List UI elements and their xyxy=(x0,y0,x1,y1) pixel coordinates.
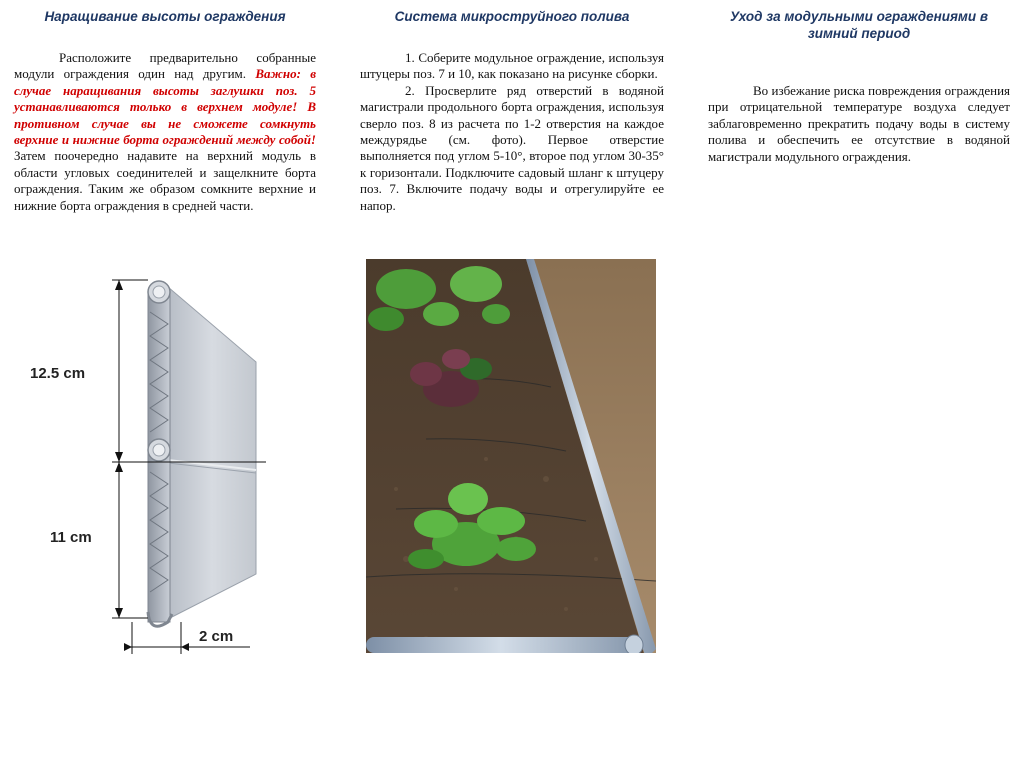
section-title-winter-care: Уход за модульными ограждениями в зимний период xyxy=(729,9,989,41)
profile-drawing xyxy=(16,262,316,667)
dimension-label-width: 2 cm xyxy=(199,628,234,645)
dimension-label-top: 12.5 cm xyxy=(30,365,86,382)
winter-care-text: Во избежание риска повреждения ограждения при отрицательной температуре воздуха следует заблаговременно прекратить подачу воды в систему полива и обеспечить ее отсутствие в водяной магистрали модульного ограждения. xyxy=(708,83,1010,164)
section-title-height-extension: Наращивание высоты ограждения xyxy=(44,9,286,24)
column-height-extension xyxy=(14,0,316,214)
section-title-micro-irrigation: Система микроструйного полива xyxy=(394,9,630,24)
column-micro-irrigation xyxy=(360,0,664,214)
irrigation-step-2: 2. Просверлите ряд отверстий в водяной магистрали продольного борта ограждения, используя сверло поз. 8 из расчета по 1-2 отверстия на каждое междурядье (см. фото). Первое отверстие выполняется под углом 5-10°, второе под углом 30-35° к горизонтали. Подключите садовый шланг к штуцеру поз. 7. Включите подачу воды и отрегулируйте ее напор. xyxy=(360,82,664,213)
garden-bed-photo xyxy=(366,259,656,667)
garden-bed-illustration xyxy=(366,259,656,667)
dimension-label-bottom: 11 cm xyxy=(50,529,92,546)
column-winter-care xyxy=(708,0,1010,165)
height-extension-text-start: Расположите предварительно собранные модули ограждения один над другим. xyxy=(14,50,316,82)
fence-bottom-rail xyxy=(366,637,636,653)
height-extension-warning: Важно: в случае наращивания высоты заглушки поз. 5 устанавливаются только в верхнем модуле! В противном случае вы не сможете сомкнуть верхние и нижние борта ограждений между собой! xyxy=(14,66,316,148)
panel-face xyxy=(168,287,256,619)
irrigation-step-1: 1. Соберите модульное ограждение, используя штуцеры поз. 7 и 10, как показано на рисунке сборки. xyxy=(360,50,664,82)
height-extension-text-end: Затем поочередно надавите на верхний модуль в области угловых соединителей и защелкните борта ограждения. Таким же образом сомкните верхние и нижние борта ограждения в средней части. xyxy=(14,148,316,213)
height-extension-text xyxy=(14,50,316,214)
profile-dimension-diagram xyxy=(16,262,316,667)
